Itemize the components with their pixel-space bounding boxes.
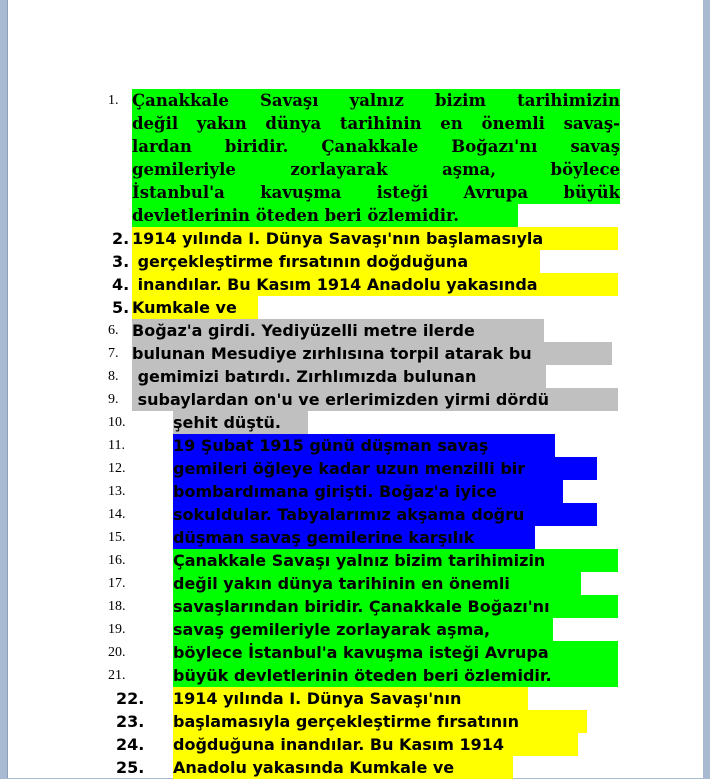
list-item [8,572,704,595]
list-item [8,595,704,618]
line-number: 20. [108,645,126,660]
line-number: 9. [108,392,119,407]
line-number: 8. [108,369,119,384]
list-item [8,365,704,388]
line-text: gemimizi batırdı. Zırhlımızda bulunan [132,365,546,388]
line-text: böylece İstanbul'a kavuşma isteği Avrupa [173,641,618,664]
line-text: lardan biridir. Çanakkale Boğazı'nı savaş [132,137,620,156]
list-item [8,710,704,733]
list-item [8,526,704,549]
list-item [8,388,704,411]
line-number: 11. [108,438,125,453]
list-item [8,89,704,112]
line-number: 21. [108,668,126,683]
line-number: 13. [108,484,126,499]
line-text: inandılar. Bu Kasım 1914 Anadolu yakasında [132,273,618,296]
line-number: 12. [108,461,126,476]
line-text: gemileri öğleye kadar uzun menzilli bir [173,457,597,480]
line-text: doğduğuna inandılar. Bu Kasım 1914 [173,733,578,756]
line-number: 1. [108,93,119,108]
line-text: Kumkale ve [132,296,258,319]
line-number: 17. [108,576,126,591]
line-text: gerçekleştirme fırsatının doğduğuna [132,250,540,273]
line-number: 14. [108,507,126,522]
list-item [8,549,704,572]
line-number: 3. [112,252,130,271]
line-number: 10. [108,415,126,430]
list-item [8,687,704,710]
list-item [8,227,704,250]
line-text: 1914 yılında I. Dünya Savaşı'nın başlamasıyla [132,227,618,250]
line-text: gemileriyle zorlayarak aşma, böylece [132,160,620,179]
line-text: subaylardan on'u ve erlerimizden yirmi dördü [132,388,618,411]
line-number: 15. [108,530,126,545]
list-item [8,618,704,641]
list-item [8,664,704,687]
line-text: bulunan Mesudiye zırhlısına torpil atarak bu [132,342,612,365]
line-text: büyük devletlerinin öteden beri özlemidir. [173,664,618,687]
line-text: savaşlarından biridir. Çanakkale Boğazı'nı [173,595,618,618]
line-text: Boğaz'a girdi. Yediyüzelli metre ilerde [132,319,544,342]
line-number: 5. [112,298,130,317]
line-text: başlamasıyla gerçekleştirme fırsatının [173,710,587,733]
list-item [8,503,704,526]
line-text: devletlerinin öteden beri özlemidir. [132,204,518,227]
line-text: İstanbul'a kavuşma isteği Avrupa büyük [132,183,620,202]
line-number: 23. [116,712,145,731]
line-text: sokuldular. Tabyalarımız akşama doğru [173,503,597,526]
list-item [8,457,704,480]
line-text: şehit düştü. [173,411,308,434]
workspace-edge [703,0,710,778]
line-number: 25. [116,758,145,777]
line-text: Anadolu yakasında Kumkale ve [173,756,513,779]
line-number: 7. [108,346,119,361]
line-text: düşman savaş gemilerine karşılık [173,526,535,549]
list-item [8,480,704,503]
line-number: 4. [112,275,130,294]
line-text: değil yakın dünya tarihinin en önemli [173,572,581,595]
line-number: 16. [108,553,126,568]
list-item [8,342,704,365]
list-item [8,411,704,434]
list-item [8,434,704,457]
line-text: 19 Şubat 1915 günü düşman savaş [173,434,555,457]
list-item [8,733,704,756]
list-item [8,204,704,227]
line-number: 22. [116,689,145,708]
line-text: 1914 yılında I. Dünya Savaşı'nın [173,687,528,710]
list-item [8,158,704,181]
line-number: 18. [108,599,126,614]
document-page[interactable] [7,0,705,778]
line-number: 24. [116,735,145,754]
list-item [8,181,704,204]
list-item [8,319,704,342]
list-item [8,250,704,273]
line-text: Çanakkale Savaşı yalnız bizim tarihimizin [132,91,620,110]
line-text: Çanakkale Savaşı yalnız bizim tarihimizin [173,549,618,572]
list-item [8,641,704,664]
line-number: 19. [108,622,126,637]
list-item [8,296,704,319]
list-item [8,135,704,158]
list-item [8,112,704,135]
list-item [8,273,704,296]
line-number: 6. [108,323,119,338]
line-text: değil yakın dünya tarihinin en önemli savaş- [132,114,620,133]
line-text: savaş gemileriyle zorlayarak aşma, [173,618,553,641]
list-item [8,756,704,779]
line-number: 2. [112,229,130,248]
line-text: bombardımana girişti. Boğaz'a iyice [173,480,563,503]
